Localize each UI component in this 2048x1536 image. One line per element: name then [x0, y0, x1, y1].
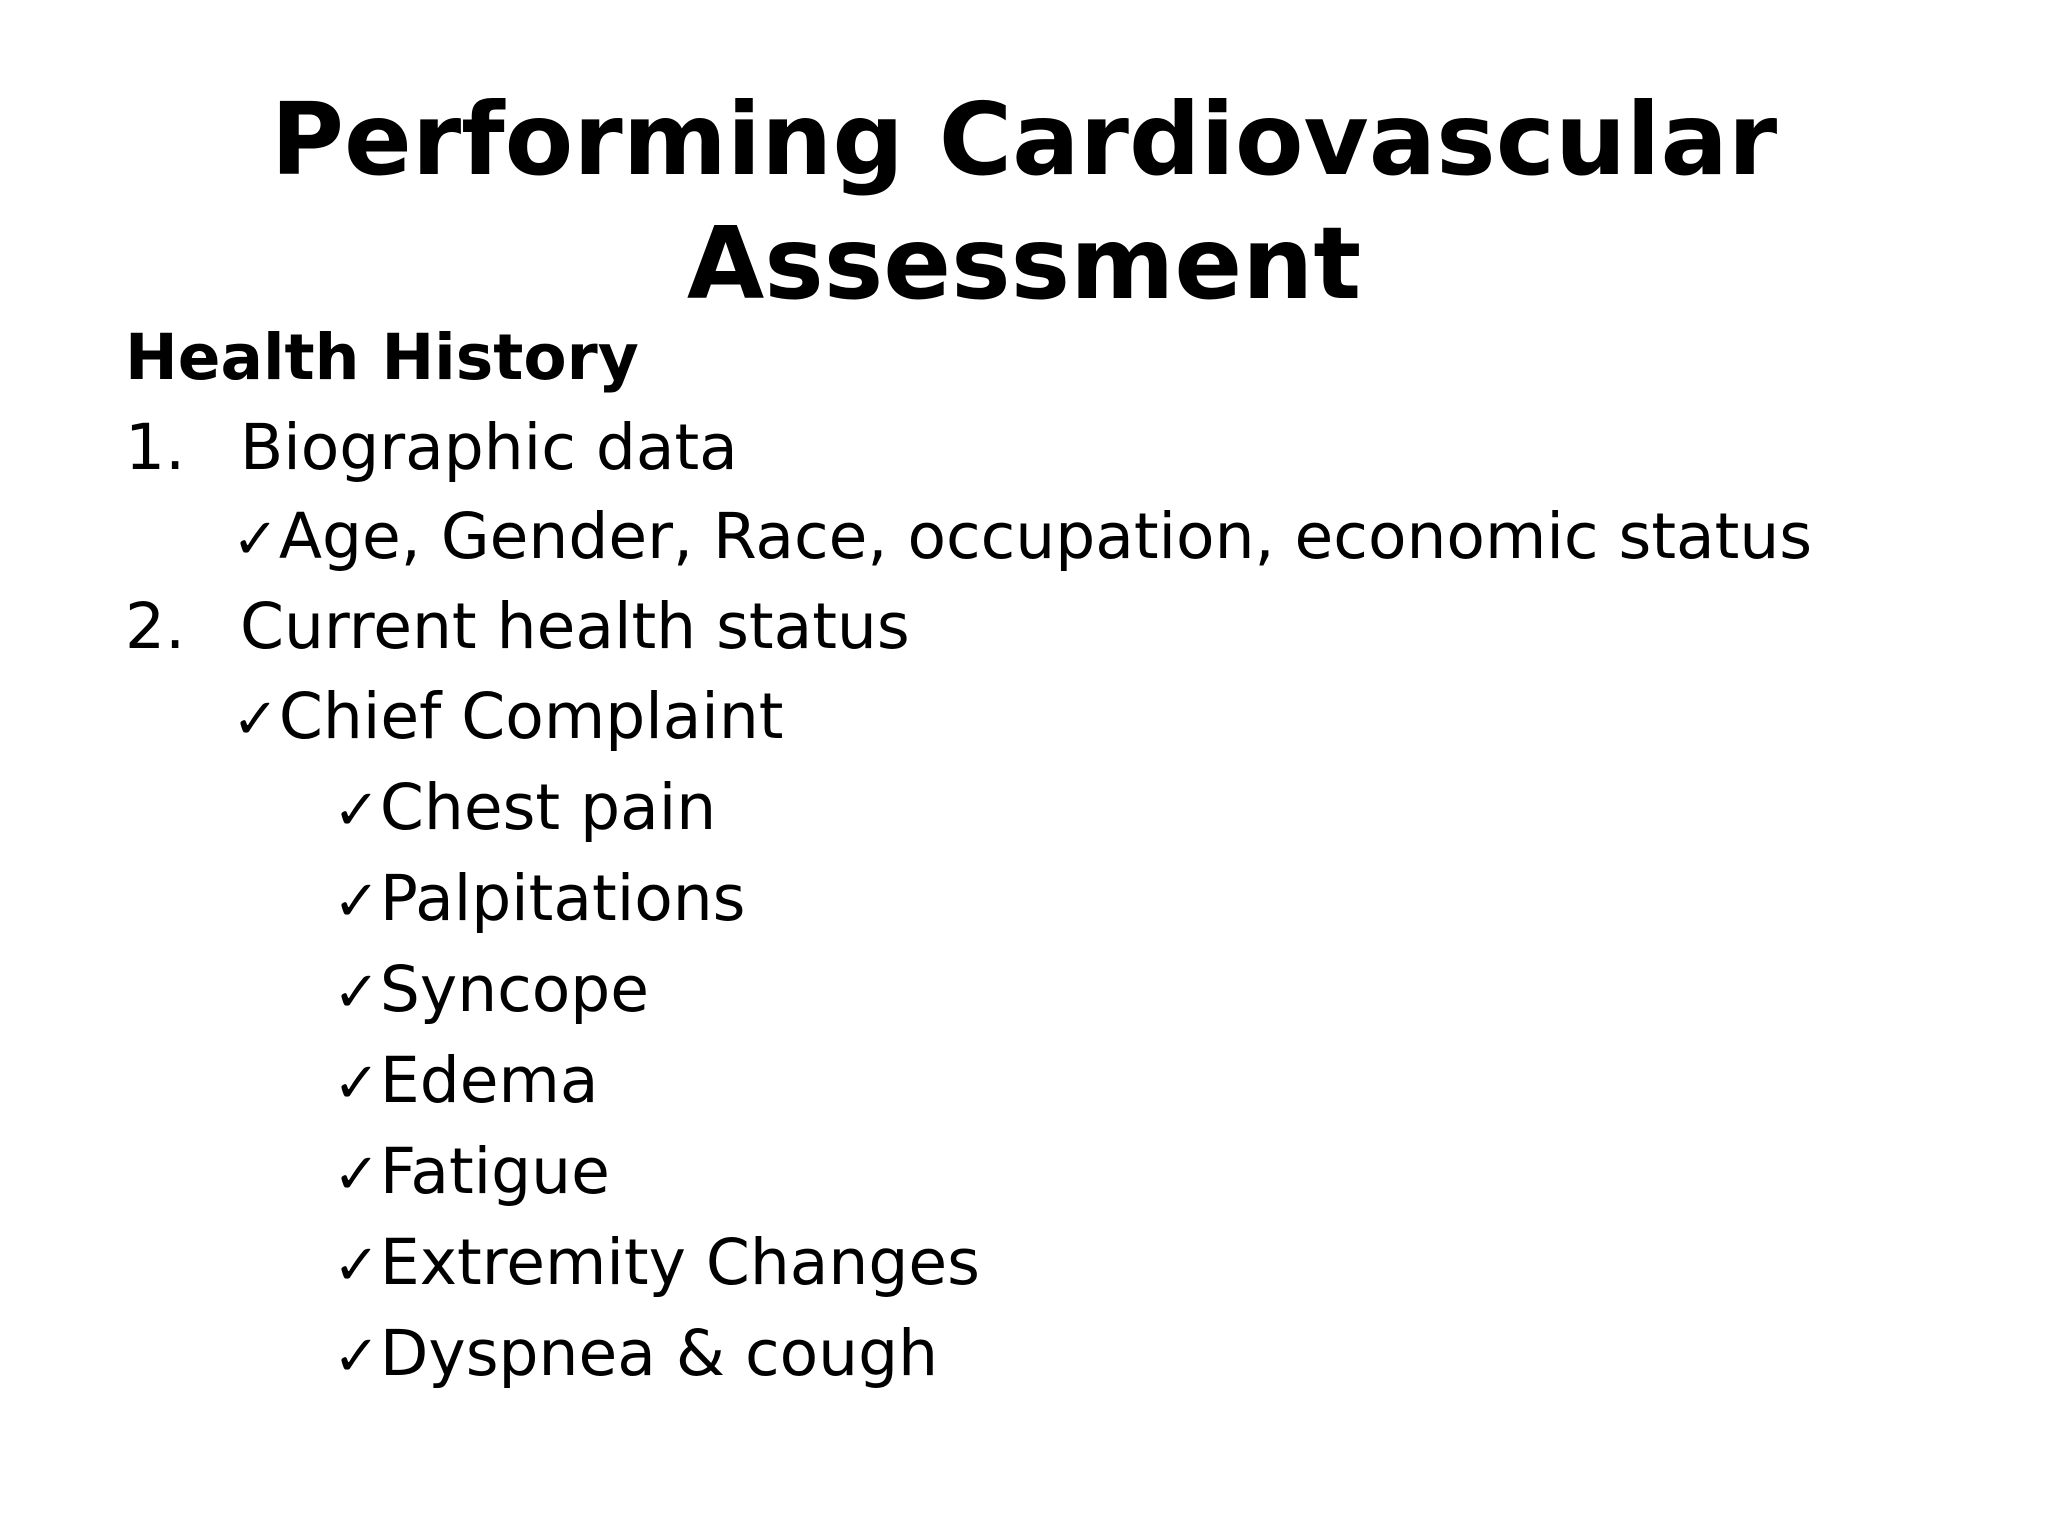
complaint-label: Palpitations [379, 862, 746, 935]
checkmark-icon: ✓ [333, 778, 380, 843]
complaint-dyspnea-cough [333, 1314, 938, 1397]
complaint-edema [333, 1041, 598, 1124]
list-label: Current health status [240, 590, 910, 663]
complaint-syncope [333, 950, 649, 1033]
complaint-fatigue [333, 1132, 610, 1215]
complaint-extremity-changes [333, 1223, 980, 1306]
checkmark-icon: ✓ [333, 1142, 380, 1207]
slide-title-line-2: Assessment [686, 205, 1362, 322]
checkmark-icon: ✓ [232, 687, 279, 752]
section-heading: Health History [125, 321, 639, 394]
complaint-label: Edema [379, 1044, 599, 1117]
slide-title [0, 78, 2048, 326]
sub-item-demographics [232, 497, 1812, 580]
complaint-label: Extremity Changes [379, 1226, 980, 1299]
sub-item-label: Chief Complaint [278, 680, 784, 753]
checkmark-icon: ✓ [333, 869, 380, 934]
checkmark-icon: ✓ [333, 1233, 380, 1298]
list-number: 1. [125, 411, 186, 484]
slide-title-line-1: Performing Cardiovascular [270, 81, 1778, 198]
complaint-label: Dyspnea & cough [379, 1317, 939, 1390]
complaint-chest-pain [333, 768, 716, 851]
checkmark-icon: ✓ [333, 960, 380, 1025]
complaint-label: Chest pain [379, 771, 717, 844]
complaint-label: Syncope [379, 953, 650, 1026]
checkmark-icon: ✓ [333, 1051, 380, 1116]
sub-item-chief-complaint [232, 677, 783, 760]
sub-item-label: Age, Gender, Race, occupation, economic status [278, 500, 1813, 573]
complaint-label: Fatigue [379, 1135, 610, 1208]
list-label: Biographic data [240, 411, 738, 484]
checkmark-icon: ✓ [232, 507, 279, 572]
complaint-palpitations [333, 859, 746, 942]
checkmark-icon: ✓ [333, 1324, 380, 1389]
list-number: 2. [125, 590, 186, 663]
